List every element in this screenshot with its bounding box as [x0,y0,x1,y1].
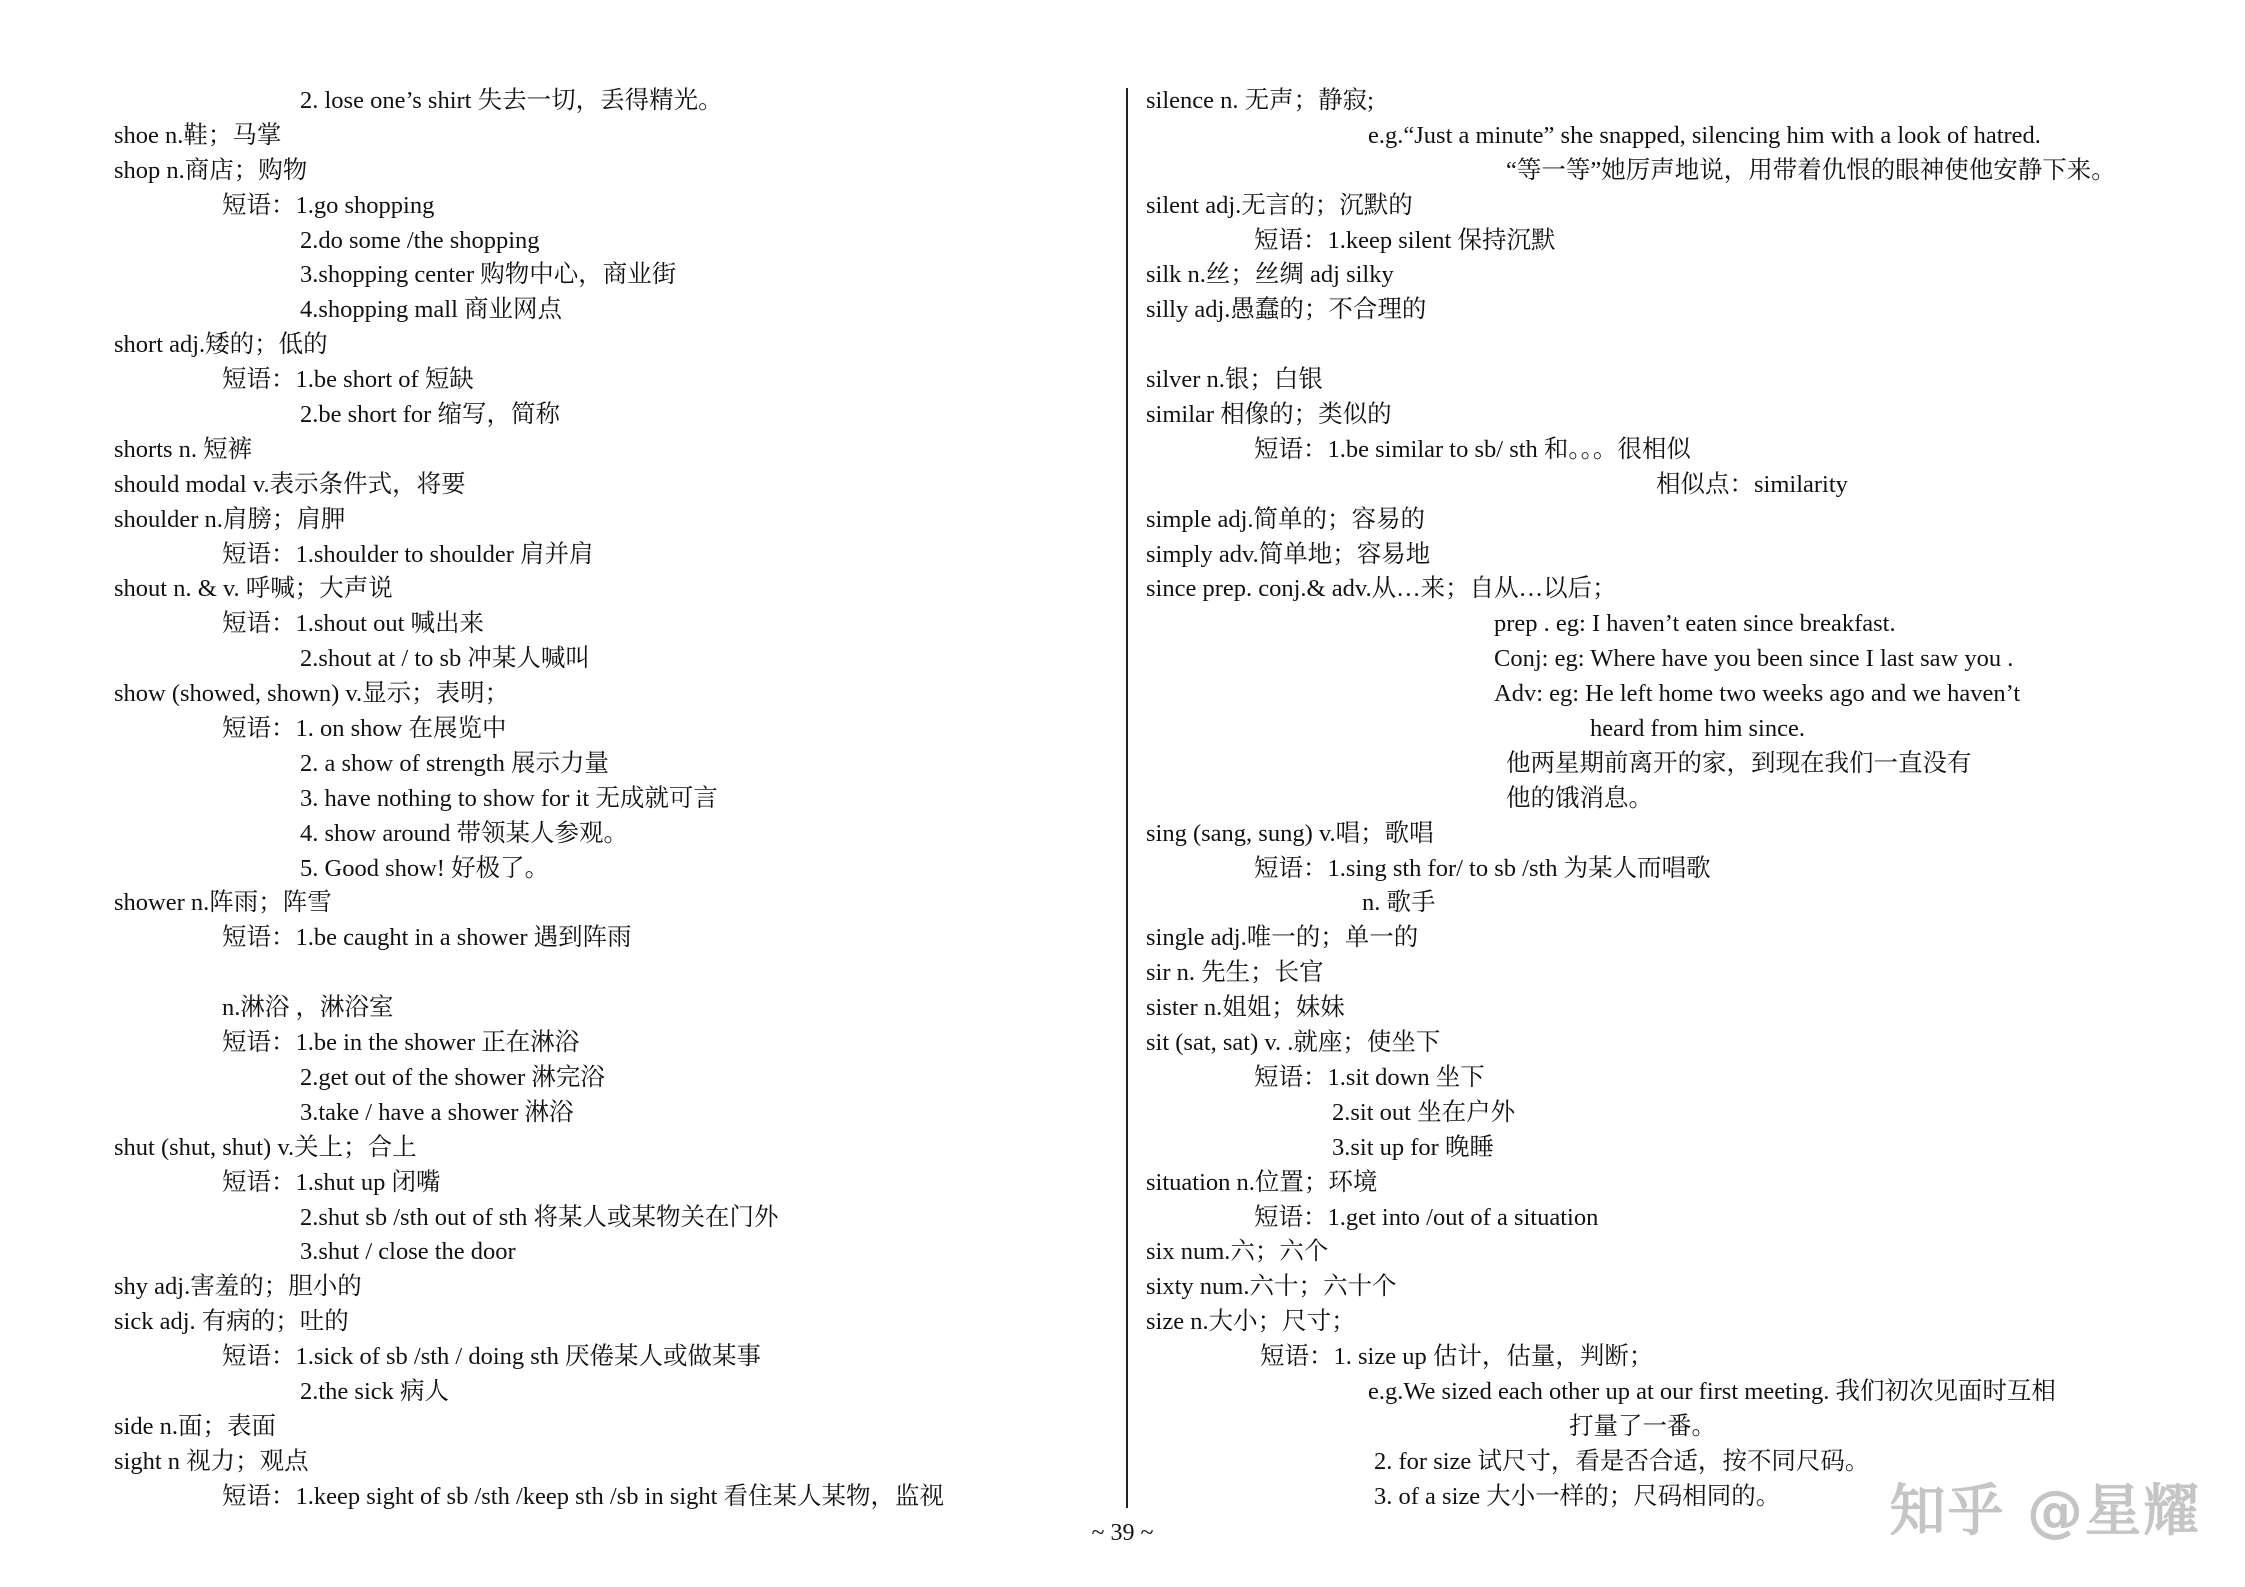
vocab-line: sir n. 先生；长官 [1146,959,1324,987]
vocab-line: 3.take / have a shower 淋浴 [300,1098,574,1126]
vocab-line: 打量了一番。 [1569,1412,1716,1440]
vocab-line: six num.六；六个 [1146,1238,1329,1266]
vocab-line: 短语：1.shut up 闭嘴 [222,1168,441,1196]
vocab-line: since prep. conj.& adv.从…来；自从…以后； [1146,575,1617,603]
vocab-line: 2. for size 试尺寸，看是否合适，按不同尺码。 [1374,1447,1870,1475]
vocab-line: shop n.商店；购物 [114,156,308,184]
vocab-line: n.淋浴 ，淋浴室 [222,994,394,1022]
vocab-line: 2.get out of the shower 淋完浴 [300,1063,605,1091]
vocab-line: sixty num.六十；六十个 [1146,1273,1397,1301]
vocab-line: 2. a show of strength 展示力量 [300,749,609,777]
vocab-line: sing (sang, sung) v.唱；歌唱 [1146,819,1434,847]
vocab-line: silly adj.愚蠢的；不合理的 [1146,296,1427,324]
vocab-line: 相似点：similarity [1656,470,1848,498]
column-divider [1126,88,1128,1508]
vocab-line: 2.the sick 病人 [300,1377,450,1405]
vocab-line: 短语：1.go shopping [222,191,435,219]
vocab-line [114,956,1114,991]
vocab-line: sight n 视力；观点 [114,1447,309,1475]
vocab-line: show (showed, shown) v.显示；表明； [114,680,510,708]
vocab-line: 短语：1. size up 估计，估量，判断； [1260,1343,1654,1371]
vocab-line: 短语：1.sing sth for/ to sb /sth 为某人而唱歌 [1254,854,1711,882]
vocab-line: shoulder n.肩膀；肩胛 [114,505,346,533]
vocab-line: short adj.矮的；低的 [114,331,328,359]
vocab-line: silver n.银；白银 [1146,366,1323,394]
vocab-line: 4. show around 带领某人参观。 [300,819,629,847]
vocab-line: shoe n.鞋；马掌 [114,121,282,149]
vocab-line: simple adj.简单的；容易的 [1146,505,1426,533]
vocab-line: 短语：1. on show 在展览中 [222,715,507,743]
vocab-line: 短语：1.keep silent 保持沉默 [1254,226,1556,254]
right-column [1146,84,2166,1515]
vocab-line: side n.面；表面 [114,1412,276,1440]
vocab-line: 他的饿消息。 [1506,784,1653,812]
vocab-line: 短语：1.keep sight of sb /sth /keep sth /sb in sight 看住某人某物，监视 [222,1482,945,1510]
vocab-line: 短语：1.shoulder to shoulder 肩并肩 [222,540,594,568]
vocab-line [1146,328,2166,363]
vocab-line: 2.shout at / to sb 冲某人喊叫 [300,645,590,673]
vocab-line: 2.sit out 坐在户外 [1332,1098,1516,1126]
vocab-line: e.g.“Just a minute” she snapped, silencing him with a look of hatred. [1368,121,2041,149]
vocab-line: shout n. & v. 呼喊；大声说 [114,575,393,603]
vocab-line: similar 相像的；类似的 [1146,401,1392,429]
vocab-line: sick adj. 有病的；吐的 [114,1308,349,1336]
vocab-line: 3.shut / close the door [300,1238,516,1266]
vocab-line: 短语：1.get into /out of a situation [1254,1203,1599,1231]
vocab-line: 2.shut sb /sth out of sth 将某人或某物关在门外 [300,1203,779,1231]
vocab-line: 3.sit up for 晚睡 [1332,1133,1494,1161]
vocab-line: 2.do some /the shopping [300,226,540,254]
vocab-line: prep . eg: I haven’t eaten since breakfast. [1494,610,1896,638]
vocab-line: shy adj.害羞的；胆小的 [114,1273,362,1301]
vocab-line: Conj: eg: Where have you been since I last saw you . [1494,645,2014,673]
vocab-line: Adv: eg: He left home two weeks ago and we haven’t [1494,680,2021,708]
vocab-line: shower n.阵雨；阵雪 [114,889,332,917]
vocab-line: 3.shopping center 购物中心，商业街 [300,261,677,289]
vocab-line: size n.大小；尺寸； [1146,1308,1356,1336]
vocab-line: shorts n. 短裤 [114,435,253,463]
vocab-line: 短语：1.be similar to sb/ sth 和。。。很相似 [1254,435,1691,463]
vocab-line: 短语：1.sick of sb /sth / doing sth 厌倦某人或做某事 [222,1343,762,1371]
vocab-line: 短语：1.be caught in a shower 遇到阵雨 [222,924,632,952]
vocab-line: silk n.丝；丝绸 adj silky [1146,261,1394,289]
vocab-line: n. 歌手 [1362,889,1436,917]
left-column [114,84,1114,1515]
vocab-line: 2.be short for 缩写，简称 [300,401,560,429]
vocab-line: shut (shut, shut) v.关上；合上 [114,1133,417,1161]
vocab-line: silence n. 无声；静寂; [1146,87,1374,114]
page-number: ~ 39 ~ [1091,1520,1154,1546]
vocab-line: single adj.唯一的；单一的 [1146,924,1419,952]
vocab-line: 3. have nothing to show for it 无成就可言 [300,784,718,812]
vocab-line: sister n.姐姐；妹妹 [1146,994,1345,1022]
vocab-line: 短语：1.be in the shower 正在淋浴 [222,1029,580,1057]
watermark: 知乎 @星耀 [1889,1479,2201,1544]
vocab-line: 4.shopping mall 商业网点 [300,296,563,324]
vocab-line: simply adv.简单地；容易地 [1146,540,1431,568]
vocab-line: should modal v.表示条件式，将要 [114,470,466,498]
vocab-line: 3. of a size 大小一样的；尺码相同的。 [1374,1482,1781,1510]
vocab-line: 短语：1.sit down 坐下 [1254,1063,1485,1091]
vocab-line: sit (sat, sat) v. .就座；使坐下 [1146,1029,1441,1057]
vocab-line: 短语：1.shout out 喊出来 [222,610,485,638]
vocab-line: e.g.We sized each other up at our first meeting. 我们初次见面时互相 [1368,1377,2056,1405]
vocab-line: 5. Good show! 好极了。 [300,854,550,882]
vocab-line: 2. lose one’s shirt 失去一切，丢得精光。 [300,87,723,114]
vocab-line: situation n.位置；环境 [1146,1168,1378,1196]
vocab-line: 短语：1.be short of 短缺 [222,366,474,394]
vocab-line: heard from him since. [1590,715,1805,743]
vocab-line: silent adj.无言的；沉默的 [1146,191,1413,219]
vocab-line: 他两星期前离开的家，到现在我们一直没有 [1506,749,1972,777]
vocab-line: “等一等”她厉声地说，用带着仇恨的眼神使他安静下来。 [1506,156,2116,184]
